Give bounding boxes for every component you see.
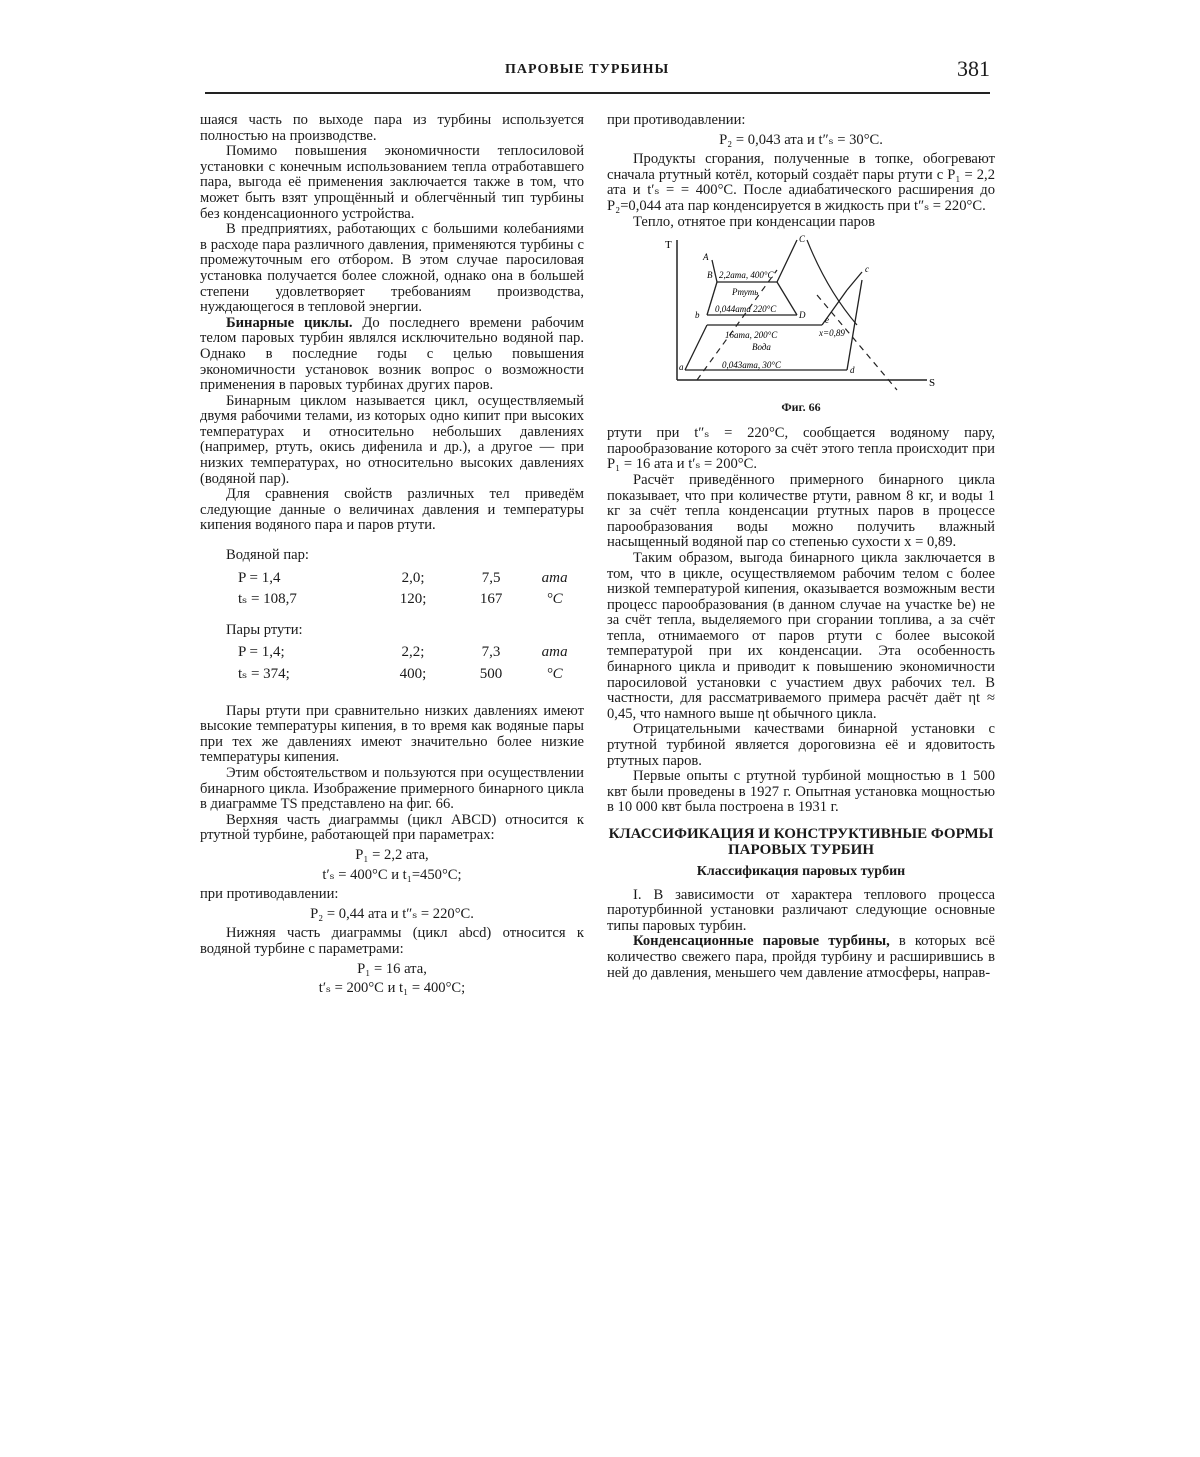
table-cell: °C xyxy=(546,666,563,682)
mercury-table xyxy=(238,642,584,685)
table-cell: tₛ = 374; xyxy=(238,666,290,682)
label-water: Вода xyxy=(752,342,771,353)
table-row xyxy=(238,589,584,611)
table-cell: 120; xyxy=(399,591,427,608)
axis-t-label: T xyxy=(665,239,672,252)
paragraph: ртути при t″ₛ = 220°C, сообщается водяному пару, парообразование которого за счёт этого тепла происходит при P₁ = 16 ата и t′ₛ = 200°C. xyxy=(607,425,995,473)
point-e: e xyxy=(825,315,829,326)
paragraph: I. В зависимости от характера теплового процесса паротурбинной установки различают следующие основные типы паровых турбин. xyxy=(607,886,995,934)
table-cell: °C xyxy=(546,591,563,608)
table-cell: ата xyxy=(541,644,568,661)
formula: P₁ = 2,2 ата, xyxy=(355,846,429,863)
point-A: A xyxy=(703,252,709,263)
table-row xyxy=(238,568,584,590)
table-cell: 500 xyxy=(479,666,503,682)
paragraph: Таким образом, выгода бинарного цикла заключается в том, что в цикле, осуществляемом рабочим телом с более низкой температурой кипения, оказывается возможным вести процесс парообразования (в данном случае на участке be) не за счёт тепла, выделяемого при сгорании топлива, а за счёт тепла, отнимаемого от паров ртути с более высокой температурой при их конденсации. Эта особенность бинарного цикла и приводит к повышению экономичности паросиловой установки с участием двух рабочих тел. В частности, для рассматриваемого примера расчёт даёт ηt ≈ 0,45, что намного выше ηt обычного цикла. xyxy=(607,549,995,722)
paragraph: Помимо повышения экономичности теплосиловой установки с конечным использованием тепла отработавшего пара, выгода её применения заключается также в том, что может быть взят упрощённый и облегчённый тип турбины без конденсационного устройства. xyxy=(200,143,584,222)
table-cell: 400; xyxy=(399,666,427,682)
formula: t′ₛ = 400°C и t₁=450°C; xyxy=(322,866,462,883)
formula: P₂ = 0,44 ата и t″ₛ = 220°C. xyxy=(310,905,474,922)
paragraph: при противодавлении: xyxy=(200,886,339,903)
point-B: B xyxy=(707,270,713,281)
label-water-top: 16ата, 200°C xyxy=(725,330,778,341)
running-title: ПАРОВЫЕ ТУРБИНЫ xyxy=(505,62,670,77)
paragraph: Для сравнения свойств различных тел приведём следующие данные о величинах давления и температуры кипения водяного пара и паров ртути. xyxy=(200,486,584,534)
paragraph: В предприятиях, работающих с большими колебаниями в расходе пара различного давления, применяются турбины с промежуточным его отбором. В этом случае паросиловая установка получается более сложной, однако она в большей степени удовлетворяет требованиям производства, нуждающегося в тепловой энергии. xyxy=(200,221,584,316)
label-dryness: x=0,89 xyxy=(819,328,845,339)
label-mercury: Ртуть xyxy=(732,287,759,298)
table-cell: P = 1,4 xyxy=(238,569,281,586)
paragraph-binary-cycles xyxy=(200,316,584,394)
table-cell: 7,3 xyxy=(481,644,501,661)
table-cell: tₛ = 108,7 xyxy=(238,591,297,608)
point-C: C xyxy=(799,234,806,245)
paragraph: шаяся часть по выходе пара из турбины используется полностью на производстве. xyxy=(200,112,584,144)
ts-diagram xyxy=(657,230,947,395)
paragraph: Пары ртути при сравнительно низких давлениях имеют высокие температуры кипения, в то время как водяные пары при тех же давлениях имеют значительно более низкие температуры кипения. xyxy=(200,702,584,766)
subsection-title: Классификация паровых турбин xyxy=(696,864,906,879)
right-column xyxy=(607,113,995,981)
run-in-heading: Конденсационные паровые турбины, xyxy=(633,933,890,950)
label-water-bottom: 0,043ата, 30°C xyxy=(722,360,781,371)
paragraph-condensing xyxy=(607,934,995,981)
paragraph-text: в которых всё количество свежего пара, пройдя турбину и расширившись в ней до давления, меньшего чем давление атмосферы, направ- xyxy=(607,933,996,981)
point-a: a xyxy=(679,362,684,373)
table-cell: 2,2; xyxy=(401,644,425,661)
paragraph: Отрицательными качествами бинарной установки с ртутной турбиной является дороговизна её и ядовитость ртутных паров. xyxy=(607,721,995,769)
table-cell: ата xyxy=(541,569,568,586)
page-header xyxy=(205,58,990,94)
point-b: b xyxy=(695,310,700,321)
paragraph-text: До последнего времени рабочим телом паровых турбин являлся исключительно водяной пар. Однако в последние годы с целью повышения экономичности установок возник вопрос о возможности применения в паровых турбинах других паров. xyxy=(200,314,584,394)
paragraph: Тепло, отнятое при конденсации паров xyxy=(633,213,876,230)
mercury-label: Пары ртути: xyxy=(226,621,303,638)
label-mercury-top: 2,2ата, 400°C xyxy=(719,270,774,281)
paragraph: Первые опыты с ртутной турбиной мощностью в 1 500 квт были проведены в 1927 г. Опытная установка мощностью в 10 000 квт была построена в 1931 г. xyxy=(607,768,995,816)
paragraph: при противодавлении: xyxy=(607,112,746,128)
point-d: d xyxy=(850,365,855,376)
water-label: Водяной пар: xyxy=(226,547,309,564)
point-D: D xyxy=(799,310,806,321)
formula: P₁ = 16 ата, xyxy=(357,960,427,977)
page-number: 381 xyxy=(957,56,990,81)
left-column xyxy=(200,113,584,1001)
paragraph: Бинарным циклом называется цикл, осуществляемый двумя рабочими телами, из которых одно кипит при высоких температурах и относительно небольших давлениях (например, ртуть, окись дифенила и др.), а другое — при низких температурах, но относительно высоких давлениях (водяной пар). xyxy=(200,392,584,487)
formula: P₂ = 0,043 ата и t″ₛ = 30°C. xyxy=(719,131,883,148)
table-row xyxy=(238,642,584,664)
water-table xyxy=(238,568,584,611)
label-mercury-bottom: 0,044ата 220°C xyxy=(715,304,777,315)
axis-s-label: S xyxy=(929,377,936,390)
table-cell: 7,5 xyxy=(481,569,501,586)
section-title: КЛАССИФИКАЦИЯ И КОНСТРУКТИВНЫЕ ФОРМЫ ПАРОВЫХ ТУРБИН xyxy=(608,826,994,858)
paragraph: Расчёт приведённого примерного бинарного цикла показывает, что при количестве ртути, равном 8 кг, и воды 1 кг за счёт тепла конденсации ртутных паров в процессе парообразования воды можно получить влажный насыщенный водяной пар со степенью сухости x = 0,89. xyxy=(607,471,995,551)
paragraph: Этим обстоятельством и пользуются при осуществлении бинарного цикла. Изображение примерного бинарного цикла в диаграмме TS представлено на фиг. 66. xyxy=(200,764,584,813)
table-row xyxy=(238,664,584,686)
paragraph: Верхняя часть диаграммы (цикл ABCD) относится к ртутной турбине, работающей при параметрах: xyxy=(200,811,584,844)
table-cell: 2,0; xyxy=(401,569,425,586)
point-c: c xyxy=(865,264,869,275)
paragraph: Продукты сгорания, полученные в топке, обогревают сначала ртутный котёл, который создаёт пары ртути с P₁ = 2,2 ата и t′ₛ = = 400°C. После адиабатического расширения до P₂=0,044 ата пар конденсируется в жидкость при t″ₛ = 220°C. xyxy=(607,151,995,214)
figure-66 xyxy=(607,230,995,426)
figure-caption: Фиг. 66 xyxy=(781,400,821,415)
table-cell: P = 1,4; xyxy=(238,644,285,661)
paragraph: Нижняя часть диаграммы (цикл abcd) относится к водяной турбине с параметрами: xyxy=(200,925,584,957)
table-cell: 167 xyxy=(479,591,503,608)
run-in-heading: Бинарные циклы. xyxy=(226,314,353,331)
formula: t′ₛ = 200°C и t₁ = 400°C; xyxy=(318,980,466,997)
